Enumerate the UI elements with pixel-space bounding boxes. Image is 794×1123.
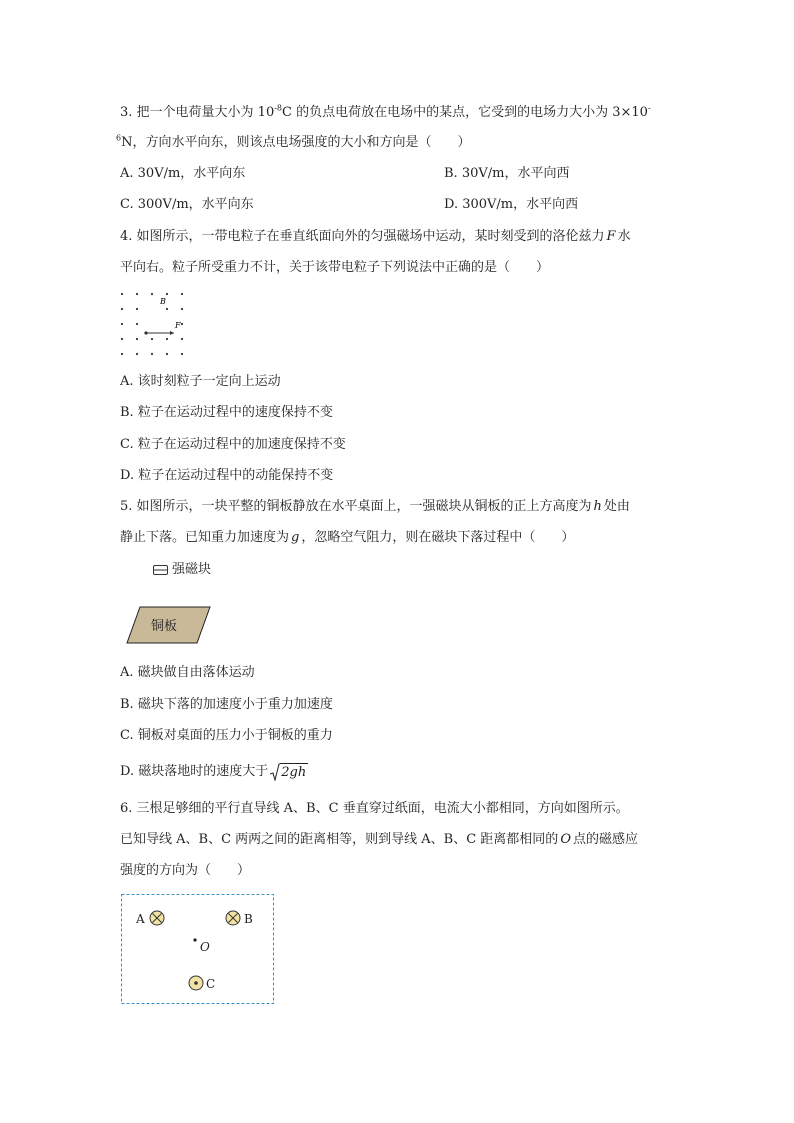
q5-stem-text: ，忽略空气阻力，则在磁块下落过程中（ ） [301,530,575,545]
field-dot [181,353,183,355]
q5-option-a: A. 磁块做自由落体运动 [120,665,255,680]
field-dot [136,353,138,355]
field-dot [181,293,183,295]
magnet-icon [153,565,168,575]
sqrt-sign-icon [270,763,280,781]
q4-stem-text: 4. 如图所示，一带电粒子在垂直纸面向外的匀强磁场中运动，某时刻受到的洛伦兹力 [120,229,605,244]
q6-stem-text: 点的磁感应 [572,832,638,847]
field-dot [166,338,168,340]
sqrt-expression [270,763,308,781]
field-dot [136,338,138,340]
q6-stem-line1: 6. 三根足够细的平行直导线 A、B、C 垂直穿过纸面，电流大小都相同，方向如图所示。 [120,801,629,816]
q5-stem-line1 [120,499,630,515]
q4-force-var: F [606,229,616,244]
q5-copper-plate-figure [126,606,212,644]
q4-stem-line1 [120,229,631,245]
field-dot [121,308,123,310]
field-dot [166,293,168,295]
wire-a-into-page-icon [150,911,164,925]
q3-stem-text: C 的负点电荷放在电场中的某点，它受到的电场力大小为 3×10 [282,105,648,120]
q6-wires-figure [120,893,275,1005]
wire-a-label: A [136,912,145,926]
wire-c-label: C [206,977,216,991]
q5-gravity-var: g [291,530,300,545]
q3-stem-text: N，方向水平向东，则该点电场强度的大小和方向是（ ） [121,135,471,150]
q4-stem-line2: 平向右。粒子所受重力不计，关于该带电粒子下列说法中正确的是（ ） [120,260,550,275]
field-dot [181,323,183,325]
q3-stem-line1 [120,105,651,121]
q5-option-c: C. 铜板对桌面的压力小于铜板的重力 [120,728,333,743]
q5-magnet-label [153,562,211,578]
field-dot [136,308,138,310]
arrow-head-icon [170,331,174,335]
sqrt-radicand: 2gh [281,765,307,780]
q5-option-b: B. 磁块下落的加速度小于重力加速度 [120,697,333,712]
force-label-f: F [175,321,181,330]
q3-option-c: C. 300V/m，水平向东 [120,197,254,212]
q4-option-a: A. 该时刻粒子一定向上运动 [120,374,281,389]
field-dot [151,338,153,340]
q4-stem-text: 水 [617,229,631,244]
field-dot [121,323,123,325]
wire-c-out-of-page-icon [189,976,203,990]
magnet-label-text: 强磁块 [172,562,212,577]
q5-option-d-text: D. 磁块落地时的速度大于 [120,764,269,779]
q6-stem-line3: 强度的方向为（ ） [120,863,251,878]
q3-stem-text: 3. 把一个电荷量大小为 10 [120,105,275,120]
field-dot [121,338,123,340]
q5-stem-text: 5. 如图所示，一块平整的铜板静放在水平桌面上，一强磁块从铜板的正上方高度为 [120,499,592,514]
q3-exponent: 6 [116,133,122,143]
q4-option-d: D. 粒子在运动过程中的动能保持不变 [120,468,334,483]
field-dot [181,338,183,340]
wire-b-into-page-icon [226,911,240,925]
point-o-dot [193,938,196,941]
q5-stem-line2 [120,530,574,546]
q4-magnetic-field-figure [116,286,192,362]
q3-exponent: - [647,103,651,113]
plate-label: 铜板 [151,619,178,634]
q6-stem-line2 [120,832,638,848]
field-dot [121,293,123,295]
q5-stem-text: 处由 [603,499,630,514]
q4-option-b: B. 粒子在运动过程中的速度保持不变 [120,405,333,420]
field-dot [121,353,123,355]
q5-stem-text: 静止下落。已知重力加速度为 [120,530,290,545]
q3-exponent: -8 [274,103,283,113]
q3-option-d: D. 300V/m，水平向西 [444,197,579,212]
wire-b-label: B [244,912,253,926]
field-dot [151,353,153,355]
point-o-label: O [200,940,210,954]
q5-height-var: h [593,499,602,514]
field-label-b: B [160,297,166,306]
field-dot [151,293,153,295]
q6-point-var: O [560,832,571,847]
field-dot [136,323,138,325]
field-dot [166,308,168,310]
q4-option-c: C. 粒子在运动过程中的加速度保持不变 [120,437,346,452]
q3-stem-line2 [116,135,470,151]
q3-option-a: A. 30V/m，水平向东 [120,166,246,181]
field-dot [166,353,168,355]
field-dot [136,293,138,295]
q5-option-d [120,763,308,781]
q3-option-b: B. 30V/m，水平向西 [444,166,570,181]
particle-icon [144,331,147,334]
q6-stem-text: 已知导线 A、B、C 两两之间的距离相等，则到导线 A、B、C 距离都相同的 [120,832,559,847]
field-dot [181,308,183,310]
